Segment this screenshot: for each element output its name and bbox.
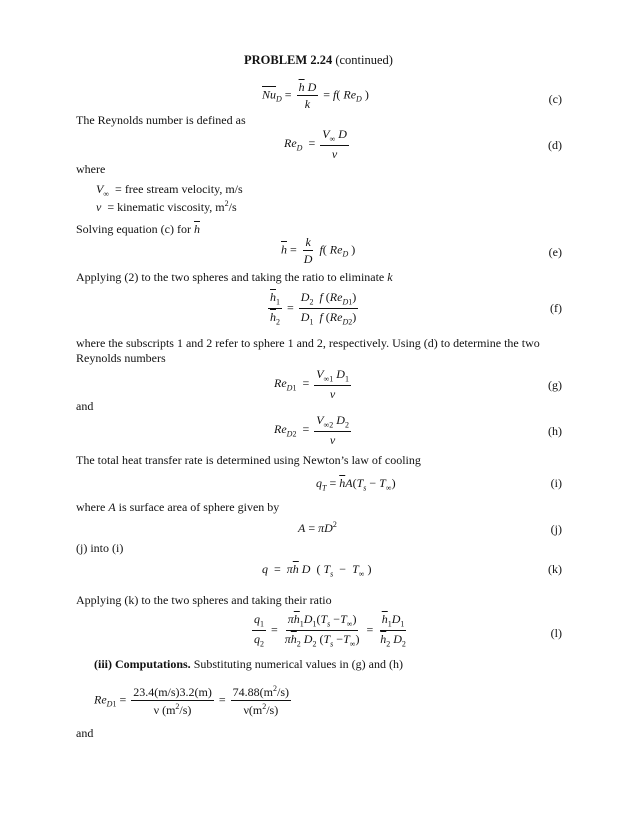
- eq-label-c: (c): [548, 92, 562, 106]
- nu-def-tail: /s: [228, 200, 237, 214]
- computations-rest: Substituting numerical values in (g) and (h): [193, 657, 403, 671]
- eq-label-i: (i): [550, 476, 562, 490]
- comp-num1: 23.4(m/s)3.2(m): [133, 684, 212, 699]
- equation-l: $\frac{q_1}{q_2}$ = $\frac{\pi\overline{h}_1D_1(T_s -T_\infty)}{\pi\overline{h}_2 D_2 (T_s -T_\infty)}$ = $\frac{\overline{h}_1D_1}{\overline{h}_2 D_2}$: [254, 612, 406, 649]
- computation-re-d1: $Re_{D1}$ = $\frac{23.4(m/s)3.2(m)}{\nu (m^2/s)}$ = $\frac{74.88(m^2/s)}{\nu(m^2/s)}$: [94, 684, 289, 717]
- eq-label-e: (e): [548, 245, 562, 259]
- equation-c: $\overline{Nu}_D$ = $\frac{\overline{h} D}{k}$ = f( $Re_D$ ): [262, 80, 369, 111]
- where-text: where: [76, 162, 106, 176]
- applying-k-text: Applying (k) to the two spheres and taking their ratio: [76, 593, 332, 607]
- reynolds-numbers-text: Reynolds numbers: [76, 351, 166, 365]
- j-into-i-text: (j) into (i): [76, 541, 124, 555]
- and-text: and: [76, 399, 94, 413]
- nu-definition: ν = kinematic viscosity, $m^2/s$: [96, 199, 237, 214]
- equation-g: $Re_{D1}$ = $\frac{V_{\infty 1} D_1}{\nu}$: [274, 367, 349, 402]
- subscripts-text: where the subscripts 1 and 2 refer to sphere 1 and 2, respectively. Using (d) to determine the two: [76, 336, 540, 350]
- where-a-pre: where: [76, 500, 106, 514]
- comp-num2-sup: 2: [273, 684, 277, 693]
- computations-heading: [94, 658, 403, 670]
- eq-label-h: (h): [548, 424, 562, 438]
- total-heat-text: The total heat transfer rate is determined using Newton’s law of cooling: [76, 453, 421, 467]
- computations-head: (iii) Computations.: [94, 657, 191, 671]
- solving-text: Solving equation (c) for $\overline{h}$: [76, 222, 200, 236]
- applying-2-var: k: [387, 270, 393, 284]
- comp-den1: ν (m: [153, 702, 176, 717]
- comp-den2-sup: 2: [262, 702, 267, 711]
- reynolds-definition-text: The Reynolds number is defined as: [76, 113, 246, 127]
- eq-label-l: (l): [550, 626, 562, 640]
- equation-j: $A = \pi D^2$: [298, 520, 337, 535]
- comp-den1-tail: /s): [179, 702, 192, 717]
- nu-def-sup: 2: [224, 199, 229, 208]
- applying-2-text: [76, 271, 393, 283]
- solving-text-label: Solving equation (c) for: [76, 222, 191, 236]
- equation-f: $\frac{\overline{h}_1}{\overline{h}_2}$ = $\frac{D_2 f (Re_{D1})}{D_1 f (Re_{D2})}$: [270, 290, 357, 327]
- comp-num2-tail: /s): [277, 685, 289, 699]
- where-a-text: [76, 501, 279, 513]
- problem-title: PROBLEM 2.24: [244, 53, 333, 67]
- where-a-post: is surface area of sphere given by: [118, 500, 280, 514]
- applying-2-label: Applying (2) to the two spheres and taking the ratio to eliminate: [76, 270, 385, 284]
- eq-label-g: (g): [548, 378, 562, 392]
- equation-h: $Re_{D2}$ = $\frac{V_{\infty 2} D_2}{\nu}$: [274, 413, 349, 448]
- comp-num2: 74.88(m: [232, 685, 273, 699]
- equation-i: $q_T = \overline{h}A(T_s - T_\infty)$: [316, 476, 396, 493]
- equation-d: $Re_D$ = $\frac{V_\infty D}{\nu}$: [284, 127, 347, 162]
- equation-k: $q = \pi\overline{h}$ D ( $T_s - T_\infty$ ): [262, 562, 372, 579]
- where-a-var: A: [108, 500, 116, 514]
- comp-den2: ν(m: [243, 703, 263, 717]
- eq-label-d: (d): [548, 138, 562, 152]
- page-title: [244, 54, 393, 67]
- eq-label-f: (f): [550, 301, 562, 315]
- comp-den2-tail: /s): [266, 703, 279, 717]
- eq-label-k: (k): [548, 562, 562, 576]
- nu-def-text: = kinematic viscosity, m: [107, 200, 225, 214]
- v-inf-def-text: = free stream velocity, m/s: [115, 182, 243, 196]
- v-inf-definition: $V_\infty$ = free stream velocity, m/s: [96, 182, 243, 199]
- title-suffix: (continued): [335, 53, 393, 67]
- and-text-2: and: [76, 726, 94, 740]
- comp-den1-sup: 2: [175, 701, 180, 711]
- eq-label-j: (j): [550, 522, 562, 536]
- equation-e: $\overline{h}$ = $\frac{k}{D}$ f( $Re_D$ ): [281, 235, 356, 266]
